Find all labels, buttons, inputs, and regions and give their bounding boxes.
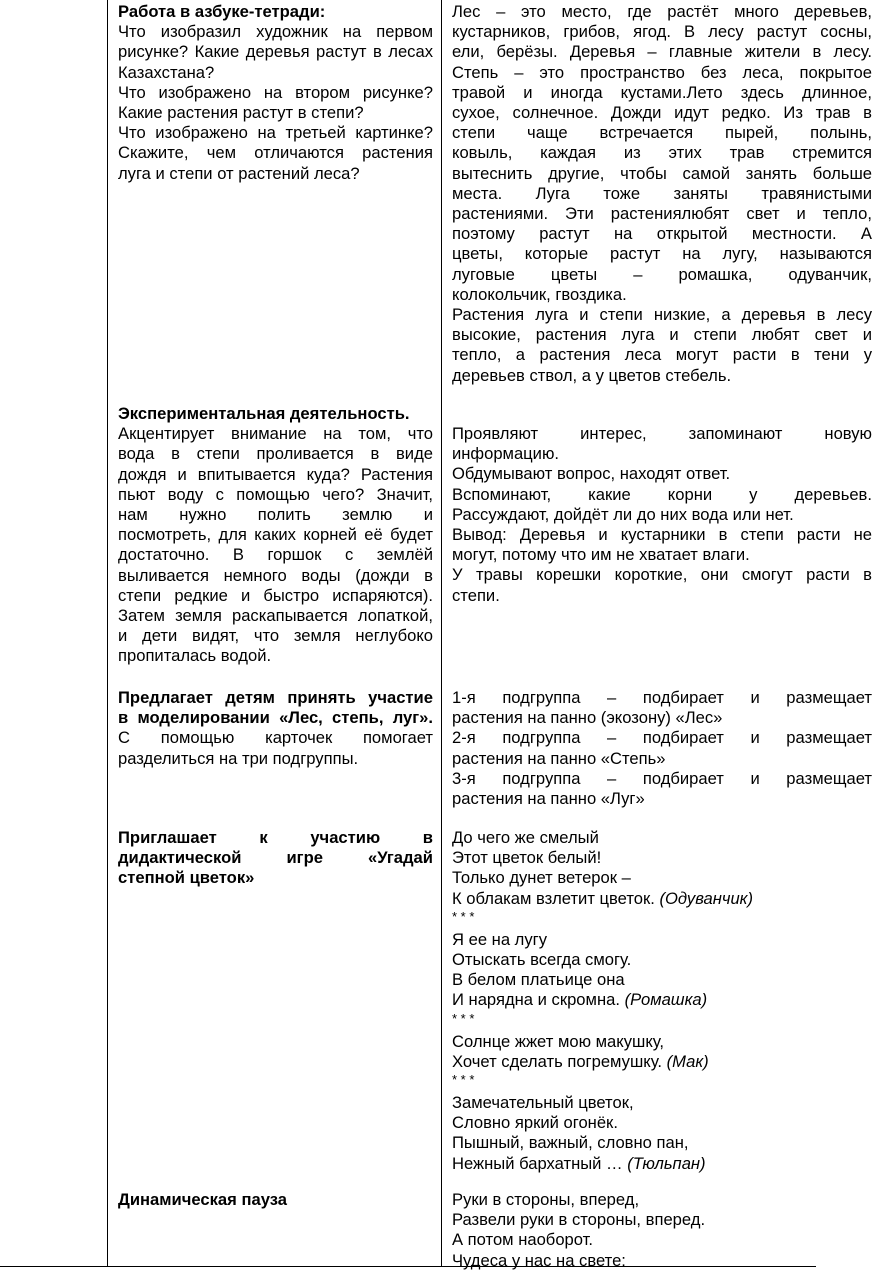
activity-line: вода в степи проливается в виде — [118, 444, 433, 464]
children-line: сухое, солнечное. Дожди идут редко. Из трав в — [452, 103, 872, 123]
children-line: Проявляют интерес, запоминают новую — [452, 424, 872, 443]
children-line: растения на панно «Степь» — [452, 748, 666, 768]
children-line: растения на панно (экозону) «Лес» — [452, 708, 723, 728]
children-line: Растения луга и степи низкие, а деревья в лесу — [452, 305, 872, 325]
riddle-answer: (Мак) — [666, 1051, 709, 1071]
riddle-answer: (Одуванчик) — [659, 888, 754, 908]
children-line: Чудеса у нас на свете: — [452, 1250, 626, 1270]
children-line: кустарников, грибов, ягод. В лесу растут сосны, — [452, 22, 872, 42]
riddle-line — [452, 990, 872, 1010]
children-dynamic-pause — [452, 1190, 872, 1271]
riddle-line: Пышный, важный, словно пан, — [452, 1133, 689, 1153]
children-line: Рассуждают, дойдёт ли до них вода или нет. — [452, 504, 794, 524]
activity-workbook — [118, 2, 433, 184]
children-riddles — [452, 828, 872, 1174]
children-line: 1-я подгруппа – подбирает и размещает — [452, 688, 872, 707]
children-line: тепло, а растения леса могут расти в тени у — [452, 345, 872, 365]
children-line: Обдумывают вопрос, находят ответ. — [452, 464, 731, 484]
children-line: степи чаще встречается пырей, полынь, — [452, 123, 872, 143]
children-line: Вспоминают, какие корни у деревьев. — [452, 484, 872, 504]
children-line: ковыль, каждая из этих трав стремится — [452, 143, 872, 163]
activity-title: степной цветок» — [118, 868, 255, 888]
riddle-separator: * * * — [452, 1072, 475, 1088]
children-line: Развели руки в стороны, вперед. — [452, 1210, 706, 1230]
activity-line: пропиталась водой. — [118, 646, 272, 666]
activity-title: Экспериментальная деятельность. — [118, 404, 410, 423]
table-border-left — [107, 0, 108, 1267]
children-line: А потом наоборот. — [452, 1230, 594, 1250]
children-line: Руки в стороны, вперед, — [452, 1190, 640, 1209]
riddle-last-line: К облакам взлетит цветок. — [452, 888, 660, 908]
activity-line: луга и степи от растений леса? — [118, 163, 360, 183]
riddle-line: Я ее на лугу — [452, 929, 547, 949]
riddle-separator: * * * — [452, 1010, 475, 1026]
riddle-line — [452, 889, 872, 909]
riddle-line — [452, 1052, 872, 1072]
children-experiment-answers — [452, 424, 872, 606]
activity-line: степи редкие и быстро испаряются). — [118, 585, 433, 605]
activity-title: в моделировании «Лес, степь, луг». — [118, 708, 433, 728]
riddle-line: В белом платьице она — [452, 970, 625, 990]
riddle-last-line: И нарядна и скромна. — [452, 990, 625, 1010]
riddle-separator: * * * — [452, 908, 475, 924]
activity-experiment — [118, 404, 433, 667]
riddle-answer: (Тюльпан) — [627, 1153, 706, 1173]
activity-line: Какие растения растут в степи? — [118, 103, 364, 123]
activity-line: Затем земля раскапывается лопаткой, — [118, 606, 433, 626]
activity-line: и дети видят, что земля неглубоко — [118, 626, 433, 646]
activity-line: Что изображено на третьей картинке? — [118, 123, 433, 143]
children-activity-column — [452, 2, 872, 1270]
activity-title: дидактической игре «Угадай — [118, 848, 433, 868]
children-line: поэтому растут на открытой местности. А — [452, 224, 872, 244]
children-line: 3-я подгруппа – подбирает и размещает — [452, 768, 872, 788]
activity-line: рисунке? Какие деревья растут в лесах — [118, 42, 433, 62]
children-line: колокольчик, гвоздика. — [452, 284, 627, 304]
activity-line: Что изображено на втором рисунке? — [118, 82, 433, 102]
table-border-middle — [441, 0, 442, 1267]
children-line: информацию. — [452, 444, 560, 464]
activity-line: С помощью карточек помогает — [118, 728, 433, 748]
activity-line: посмотреть, для каких корней её будет — [118, 525, 433, 545]
riddle-line: Отыскать всегда смогу. — [452, 950, 632, 970]
riddle-last-line: Хочет сделать погремушку. — [452, 1051, 667, 1071]
activity-line: дождя и впитывается куда? Растения — [118, 464, 433, 484]
activity-line: Акцентирует внимание на том, что — [118, 424, 433, 444]
riddle-line: Солнце жжет мою макушку, — [452, 1031, 665, 1051]
riddle-line: Только дунет ветерок – — [452, 868, 631, 888]
children-line: Вывод: Деревья и кустарники в степи расти не — [452, 525, 872, 545]
activity-dynamic-pause — [118, 1190, 433, 1210]
activity-modelling — [118, 688, 433, 769]
riddle-answer: (Ромашка) — [624, 990, 708, 1010]
children-line: У травы корешки короткие, они смогут расти в — [452, 565, 872, 585]
children-line: высокие, растения луга и степи любят свет и — [452, 325, 872, 345]
activity-line: Что изобразил художник на первом — [118, 22, 433, 42]
activity-line: выливается немного воды (дожди в — [118, 565, 433, 585]
children-line: ели, берёзы. Деревья – главные жители в лесу. — [452, 42, 872, 62]
riddle-line: Словно яркий огонёк. — [452, 1113, 618, 1133]
children-line: Лес – это место, где растёт много деревьев, — [452, 2, 872, 21]
activity-line: нам нужно полить землю и — [118, 505, 433, 525]
riddle-last-line: Нежный бархатный … — [452, 1153, 628, 1173]
children-line: места. Луга тоже заняты травянистыми — [452, 183, 872, 203]
children-line: растения на панно «Луг» — [452, 789, 645, 809]
children-line: могут, потому что им не хватает влаги. — [452, 545, 750, 565]
activity-title: Работа в азбуке-тетради: — [118, 2, 326, 21]
children-line: луговые цветы – ромашка, одуванчик, — [452, 264, 872, 284]
activity-line: Казахстана? — [118, 62, 215, 82]
children-line: травой и иногда кустами.Лето здесь длинное, — [452, 82, 872, 102]
children-modelling-answers — [452, 688, 872, 809]
activity-line: достаточно. В горшок с землёй — [118, 545, 433, 565]
activity-title: Приглашает к участию в — [118, 828, 433, 847]
children-line: степи. — [452, 585, 500, 605]
riddle-line: Этот цветок белый! — [452, 848, 602, 868]
riddle-line: Замечательный цветок, — [452, 1093, 634, 1113]
riddle-line — [452, 1154, 872, 1174]
children-line: вытеснить другие, чтобы самой занять больше — [452, 163, 872, 183]
activity-title: Динамическая пауза — [118, 1190, 287, 1209]
activity-line: пьют воду с помощью чего? Значит, — [118, 484, 433, 504]
activity-didactic-game — [118, 828, 433, 889]
riddle-line: До чего же смелый — [452, 828, 599, 847]
children-line: растениями. Эти растениялюбят свет и тепло, — [452, 204, 872, 224]
children-line: цветы, которые растут на лугу, называются — [452, 244, 872, 264]
children-workbook-answers — [452, 2, 872, 386]
children-line: Степь – это пространство без леса, покрытое — [452, 62, 872, 82]
activity-title: Предлагает детям принять участие — [118, 688, 433, 707]
activity-line: разделиться на три подгруппы. — [118, 748, 359, 768]
teacher-activity-column — [118, 2, 433, 1266]
children-line: 2-я подгруппа – подбирает и размещает — [452, 728, 872, 748]
children-line: деревьев ствол, а у цветов стебель. — [452, 365, 732, 385]
activity-line: Скажите, чем отличаются растения — [118, 143, 433, 163]
